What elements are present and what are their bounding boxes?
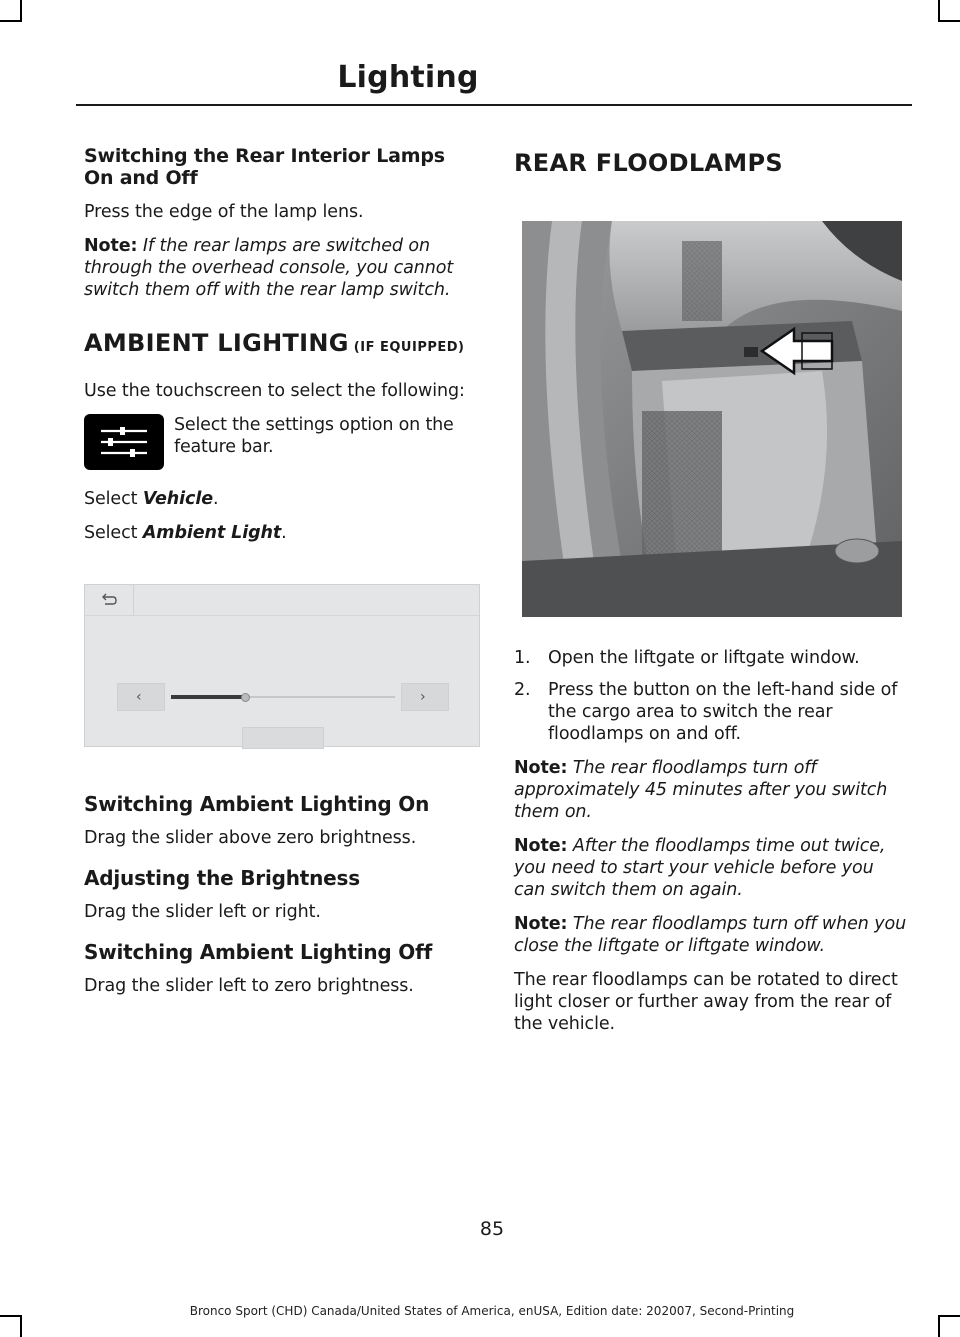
chevron-left-icon: ‹: [136, 689, 142, 705]
chevron-right-icon: ›: [420, 689, 426, 705]
crop-mark: [20, 0, 22, 22]
note-timeout: [514, 757, 910, 823]
select-word: Select: [84, 523, 143, 543]
settings-instruction: [84, 414, 480, 472]
paragraph-adjust: Drag the slider left or right.: [84, 902, 321, 922]
select-vehicle: [84, 488, 480, 510]
heading-rear-floodlamps: REAR FLOODLAMPS: [514, 149, 783, 177]
step-text: Press the button on the left-hand side of the cargo area to switch the rear floodlamps on and off.: [548, 680, 898, 744]
brightness-slider: [171, 696, 395, 698]
back-arrow-icon: [99, 591, 119, 609]
ambient-light-screen-illustration: [84, 584, 480, 747]
crop-mark: [938, 20, 960, 22]
step-text: Open the liftgate or liftgate window.: [548, 648, 860, 668]
heading-ambient-lighting: [84, 329, 480, 362]
note-time-out-twice: [514, 835, 910, 901]
crop-mark: [938, 1315, 940, 1337]
paragraph-switch-on: Drag the slider above zero brightness.: [84, 828, 417, 848]
heading-switch-off: Switching Ambient Lighting Off: [84, 940, 433, 964]
floodlamp-steps: [514, 647, 910, 745]
menu-ambient-light: Ambient Light: [142, 523, 282, 543]
period: .: [281, 523, 287, 543]
heading-ambient-main: AMBIENT LIGHTING: [84, 329, 349, 357]
right-column: [514, 145, 910, 1047]
heading-rear-lamps: Switching the Rear Interior Lamps On and Off: [84, 145, 445, 189]
note-label: Note:: [514, 914, 568, 934]
paragraph-rotate: The rear floodlamps can be rotated to direct light closer or further away from the rear of the vehicle.: [514, 970, 898, 1034]
crop-mark: [938, 0, 940, 22]
note-text: The rear floodlamps turn off when you close the liftgate or liftgate window.: [514, 914, 907, 956]
page-footer: Bronco Sport (CHD) Canada/United States of America, enUSA, Edition date: 202007, Second-Printing: [189, 1304, 795, 1318]
brightness-slider-fill: [171, 695, 245, 699]
header-divider: [76, 104, 912, 106]
increase-brightness-button: [401, 683, 449, 711]
heading-switch-on: Switching Ambient Lighting On: [84, 792, 430, 816]
screen-top-bar: [85, 585, 479, 616]
select-ambient-light: [84, 522, 480, 544]
screen-bottom-button: [242, 727, 324, 749]
note-rear-lamps: [84, 235, 480, 301]
crop-mark: [0, 1315, 22, 1317]
note-text: If the rear lamps are switched on through the overhead console, you cannot switch them off with the rear lamp switch.: [84, 236, 454, 300]
paragraph-touchscreen: Use the touchscreen to select the following:: [84, 381, 465, 401]
note-label: Note:: [514, 758, 568, 778]
crop-mark: [20, 1315, 22, 1337]
note-close-liftgate: [514, 913, 910, 957]
heading-adjust: Adjusting the Brightness: [84, 866, 360, 890]
note-label: Note:: [84, 236, 138, 256]
note-text: The rear floodlamps turn off approximately 45 minutes after you switch them on.: [514, 758, 888, 822]
step-item: [514, 647, 910, 669]
step-item: [514, 679, 910, 745]
screen-top-divider: [133, 585, 134, 615]
brightness-slider-knob: [241, 693, 250, 702]
menu-vehicle: Vehicle: [142, 489, 213, 509]
page-title: Lighting: [337, 60, 479, 95]
crop-mark: [0, 20, 22, 22]
heading-ambient-suffix: (IF EQUIPPED): [348, 340, 465, 355]
left-column: [84, 145, 480, 1009]
select-word: Select: [84, 489, 143, 509]
period: .: [213, 489, 219, 509]
note-label: Note:: [514, 836, 568, 856]
step-number: 1.: [514, 648, 531, 668]
paragraph-press-lens: Press the edge of the lamp lens.: [84, 202, 364, 222]
paragraph-switch-off: Drag the slider left to zero brightness.: [84, 976, 414, 996]
page-number: 85: [479, 1218, 505, 1240]
settings-instruction-text: Select the settings option on the feature bar.: [174, 415, 454, 457]
decrease-brightness-button: [117, 683, 165, 711]
settings-sliders-icon: [84, 414, 164, 470]
step-number: 2.: [514, 680, 531, 700]
note-text: After the floodlamps time out twice, you need to start your vehicle before you can switch them on again.: [514, 836, 886, 900]
cargo-area-illustration: [522, 221, 902, 617]
crop-mark: [938, 1315, 960, 1317]
